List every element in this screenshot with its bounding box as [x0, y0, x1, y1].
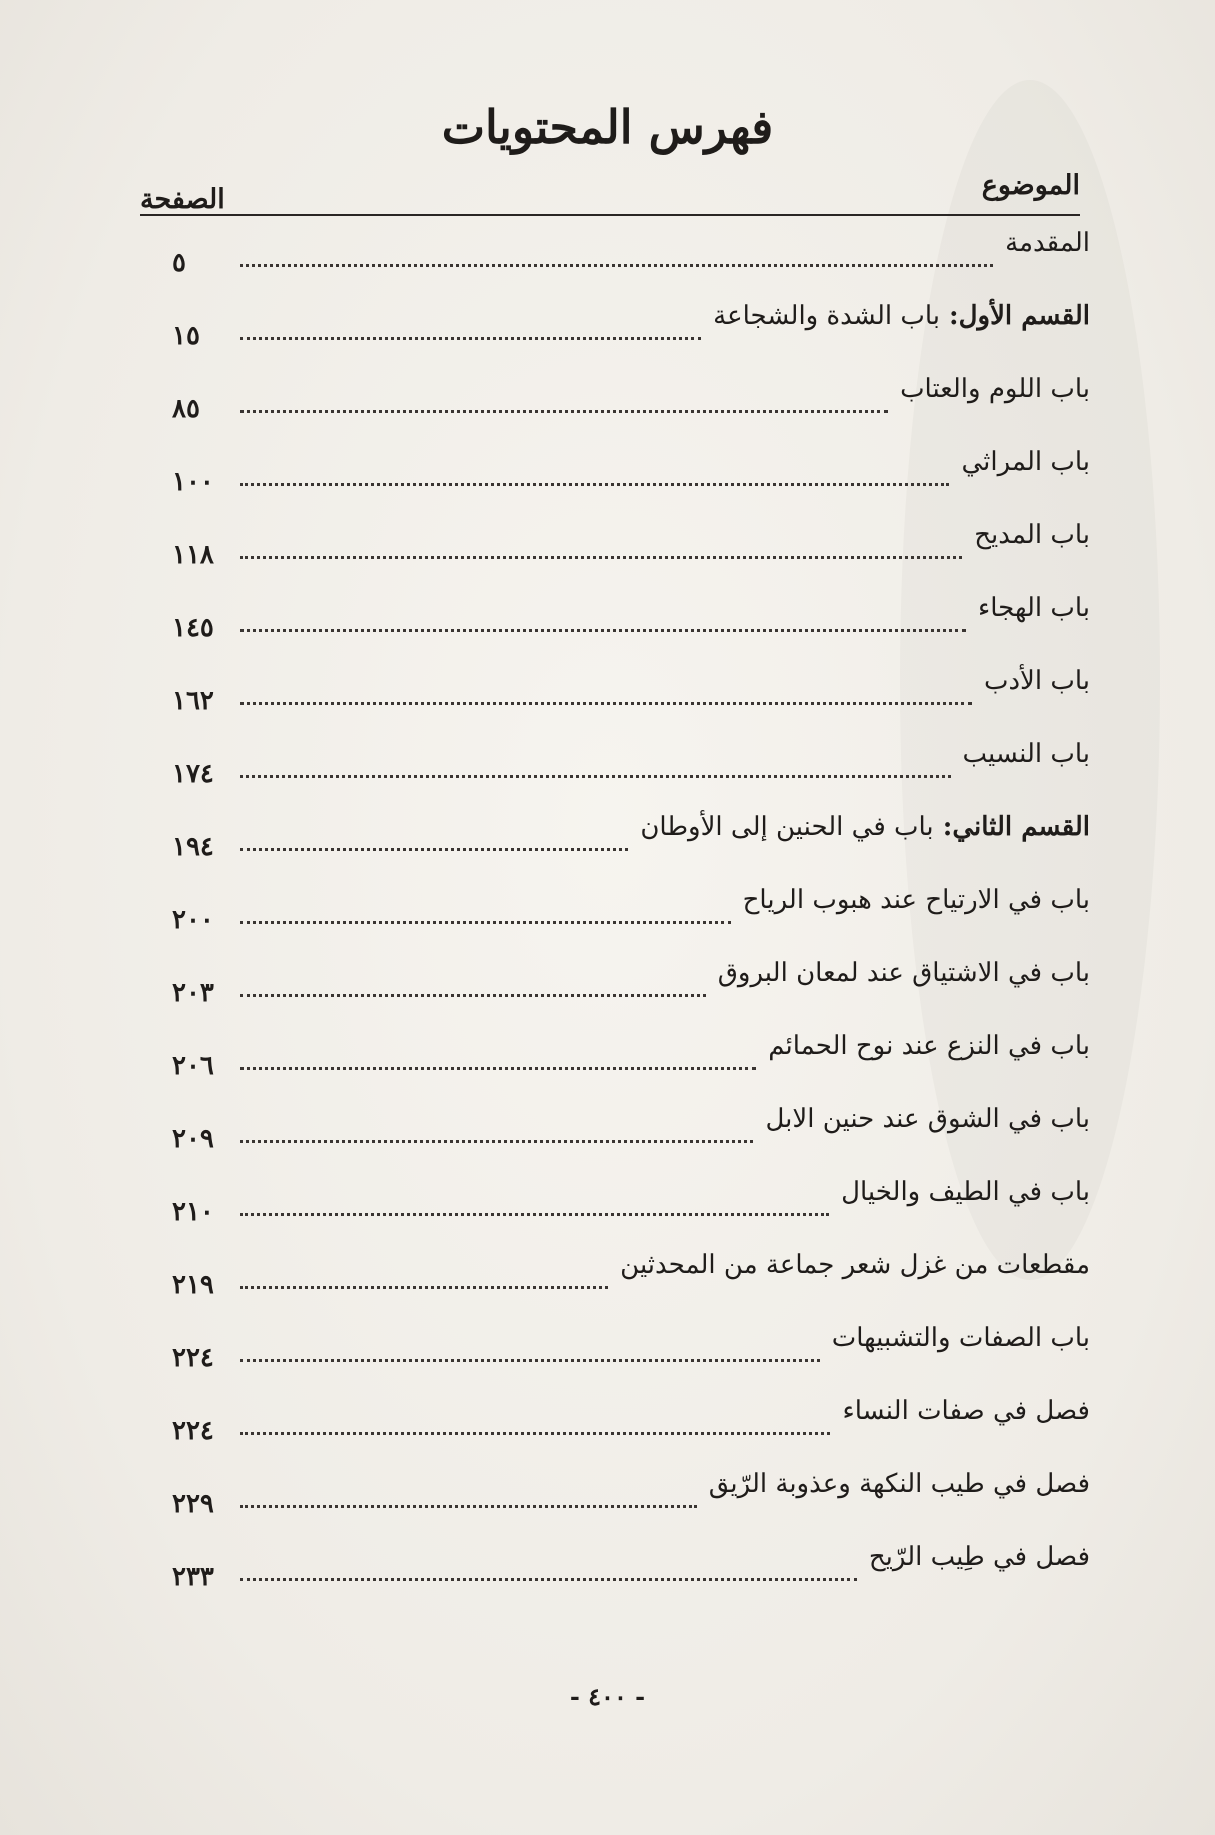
toc-entry — [140, 512, 1090, 585]
toc-entry-text: فصل في طِيب الرّيح — [868, 1542, 1090, 1572]
toc-entry-text: باب في النزع عند نوح الحمائم — [768, 1031, 1090, 1061]
toc-entry-text: فصل في صفات النساء — [842, 1396, 1090, 1426]
toc-entry-leader-dots — [240, 1213, 829, 1216]
toc-entry — [140, 804, 1090, 877]
toc-entry-text: فصل في طيب النكهة وعذوبة الرّيق — [708, 1469, 1090, 1499]
toc-entry-text: باب النسيب — [962, 739, 1090, 769]
toc-entry-page-number: ١٠٠ — [172, 467, 214, 497]
toc-entry — [140, 658, 1090, 731]
toc-entry — [140, 293, 1090, 366]
toc-entry-title — [978, 593, 1090, 623]
toc-entry — [140, 1169, 1090, 1242]
toc-entry-text: باب المديح — [974, 520, 1090, 550]
toc-entry-page-number: ١٩٤ — [172, 832, 214, 862]
header-page: الصفحة — [140, 184, 225, 215]
toc-entry-title — [765, 1104, 1090, 1134]
toc-entry-title — [709, 1469, 1090, 1499]
toc-entry-leader-dots — [240, 1578, 857, 1581]
toc-entry-leader-dots — [240, 994, 706, 997]
toc-entry-leader-dots — [240, 410, 888, 413]
toc-entry — [140, 1096, 1090, 1169]
toc-entry-text: باب في الحنين إلى الأوطان — [640, 812, 934, 842]
toc-entry-text: باب في الطيف والخيال — [841, 1177, 1090, 1207]
toc-entry-title — [869, 1542, 1090, 1572]
toc-entry-title — [620, 1250, 1090, 1280]
toc-entry — [140, 1242, 1090, 1315]
toc-entry-page-number: ٢٠٦ — [172, 1051, 214, 1081]
toc-entry-title — [984, 666, 1090, 696]
toc-entry-page-number: ٢١٩ — [172, 1270, 214, 1300]
page-title: فهرس المحتويات — [441, 100, 774, 154]
toc-entry-text: مقطعات من غزل شعر جماعة من المحدثين — [620, 1250, 1090, 1280]
toc-entry-title — [832, 1323, 1090, 1353]
toc-entry-leader-dots — [240, 921, 731, 924]
toc-entry — [140, 877, 1090, 950]
toc-entry-page-number: ٢٠٩ — [172, 1124, 214, 1154]
toc-entry-leader-dots — [240, 1432, 830, 1435]
toc-entry-page-number: ٢٠٣ — [172, 978, 214, 1008]
toc-entry-page-number: ١١٨ — [172, 540, 214, 570]
toc-entry-leader-dots — [240, 775, 951, 778]
toc-entry-section-label: القسم الثاني: — [933, 812, 1090, 842]
toc-entry-page-number: ١٧٤ — [172, 759, 214, 789]
toc-entry-text: باب الهجاء — [978, 593, 1090, 623]
toc-entry — [140, 731, 1090, 804]
toc-entry-text: باب الأدب — [983, 666, 1090, 696]
toc-entry-leader-dots — [240, 1359, 820, 1362]
toc-entry-title — [841, 1177, 1090, 1207]
toc-entry-leader-dots — [240, 1286, 608, 1289]
toc-entry-leader-dots — [240, 1140, 753, 1143]
toc-entry-page-number: ٢٣٣ — [172, 1562, 214, 1592]
toc-entry-leader-dots — [240, 1067, 756, 1070]
toc-header — [140, 168, 1080, 216]
toc-list — [140, 220, 1090, 1607]
header-subject: الموضوع — [981, 170, 1080, 201]
toc-entry — [140, 1461, 1090, 1534]
toc-entry — [140, 220, 1090, 293]
toc-entry-section-label: القسم الأول: — [940, 301, 1090, 331]
toc-entry-leader-dots — [240, 337, 701, 340]
toc-entry-title — [718, 958, 1090, 988]
toc-entry-page-number: ١٤٥ — [172, 613, 214, 643]
toc-entry-leader-dots — [240, 629, 966, 632]
toc-entry-title — [713, 301, 1090, 331]
toc-entry-text: باب في الشوق عند حنين الابل — [765, 1104, 1090, 1134]
toc-entry-title — [743, 885, 1090, 915]
toc-entry — [140, 1534, 1090, 1607]
toc-entry-title — [963, 739, 1090, 769]
toc-entry-page-number: ١٥ — [172, 321, 200, 351]
toc-entry-page-number: ١٦٢ — [172, 686, 214, 716]
toc-entry-leader-dots — [240, 483, 949, 486]
toc-entry — [140, 1315, 1090, 1388]
toc-entry-title — [961, 447, 1090, 477]
toc-entry-text: باب اللوم والعتاب — [900, 374, 1090, 404]
toc-entry — [140, 1388, 1090, 1461]
toc-entry-title — [640, 812, 1090, 842]
toc-entry-title — [1005, 228, 1090, 258]
toc-entry-title — [974, 520, 1090, 550]
toc-entry-title — [842, 1396, 1090, 1426]
toc-entry-text: باب في الارتياح عند هبوب الرياح — [742, 885, 1090, 915]
toc-entry-leader-dots — [240, 264, 993, 267]
toc-entry-leader-dots — [240, 848, 628, 851]
toc-entry-leader-dots — [240, 556, 962, 559]
toc-entry-page-number: ٢٢٤ — [172, 1416, 214, 1446]
toc-entry — [140, 585, 1090, 658]
toc-entry — [140, 1023, 1090, 1096]
toc-entry-text: باب في الاشتياق عند لمعان البروق — [717, 958, 1090, 988]
toc-entry-text: باب الشدة والشجاعة — [713, 301, 940, 331]
toc-entry-page-number: ٢١٠ — [172, 1197, 214, 1227]
toc-entry-page-number: ٢٠٠ — [172, 905, 214, 935]
toc-entry-page-number: ٨٥ — [172, 394, 200, 424]
toc-entry-page-number: ٢٢٩ — [172, 1489, 214, 1519]
toc-entry-text: باب المراثي — [961, 447, 1090, 477]
toc-entry-text: المقدمة — [1005, 228, 1090, 258]
toc-entry — [140, 439, 1090, 512]
toc-entry-page-number: ٢٢٤ — [172, 1343, 214, 1373]
toc-entry-page-number: ٥ — [172, 248, 186, 278]
toc-entry-title — [768, 1031, 1090, 1061]
toc-entry-text: باب الصفات والتشبيهات — [831, 1323, 1090, 1353]
page-number: - ٤٠٠ - — [569, 1682, 646, 1711]
toc-entry-leader-dots — [240, 702, 972, 705]
toc-entry — [140, 950, 1090, 1023]
toc-entry — [140, 366, 1090, 439]
toc-entry-leader-dots — [240, 1505, 697, 1508]
toc-entry-title — [900, 374, 1090, 404]
